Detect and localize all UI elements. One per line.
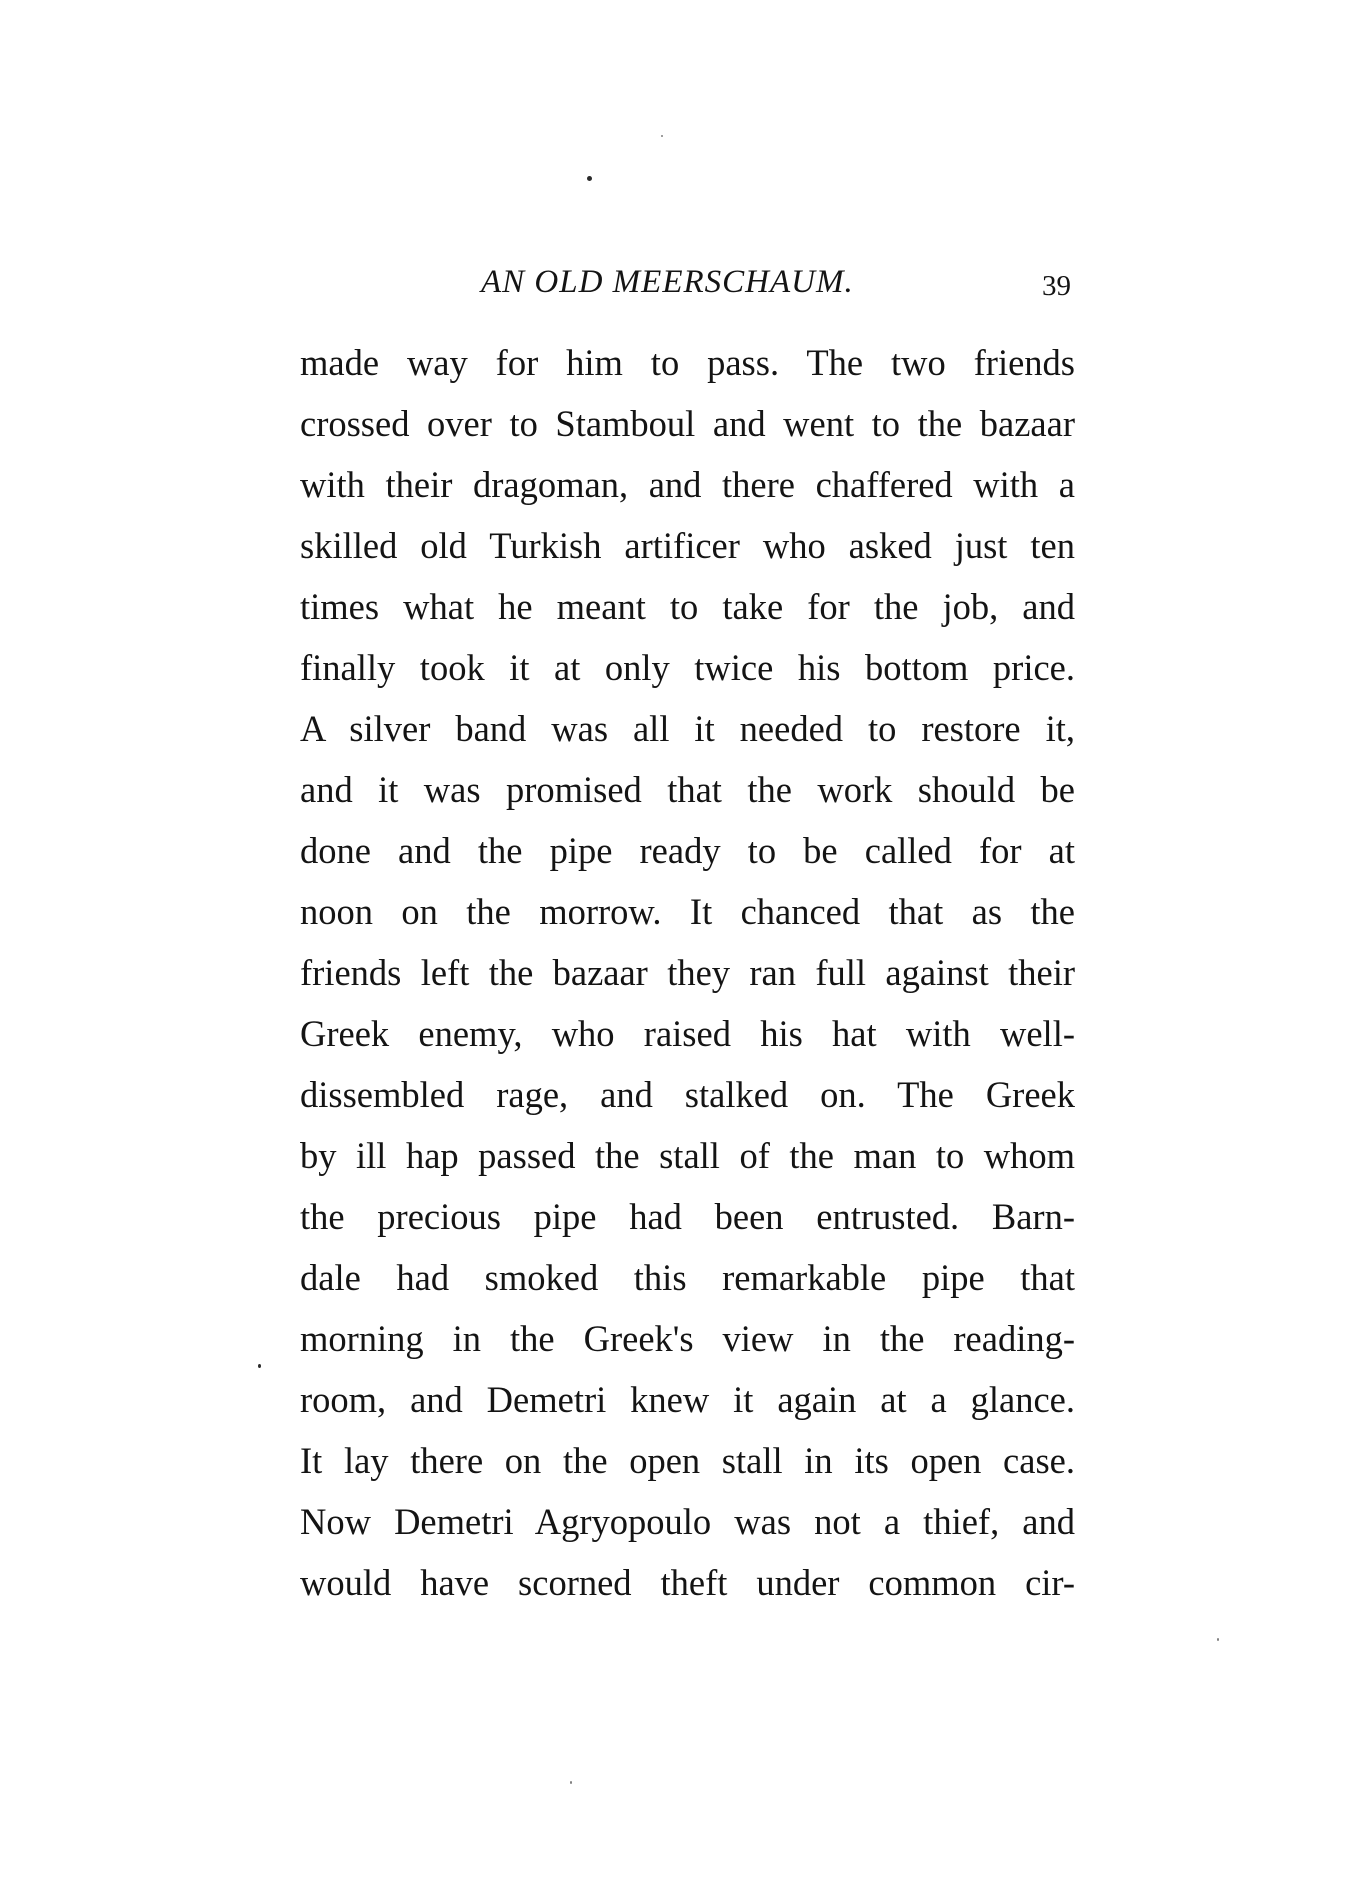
text-line: skilled old Turkish artificer who asked just ten <box>300 525 1075 566</box>
text-line: It lay there on the open stall in its open case. <box>300 1440 1075 1481</box>
text-line: friends left the bazaar they ran full against their <box>300 952 1075 993</box>
text-line: crossed over to Stamboul and went to the bazaar <box>300 403 1075 444</box>
page-number: 39 <box>1042 270 1071 302</box>
scan-speck <box>258 1364 261 1368</box>
text-line: would have scorned theft under common cir- <box>300 1562 1075 1603</box>
scan-speck <box>587 176 592 181</box>
text-line: made way for him to pass. The two friends <box>300 342 1075 383</box>
text-line: dissembled rage, and stalked on. The Greek <box>300 1074 1075 1115</box>
text-line: by ill hap passed the stall of the man to whom <box>300 1135 1075 1176</box>
text-line: dale had smoked this remarkable pipe that <box>300 1257 1075 1298</box>
text-line: with their dragoman, and there chaffered with a <box>300 464 1075 505</box>
scan-speck <box>661 135 663 137</box>
text-line: the precious pipe had been entrusted. Barn- <box>300 1196 1075 1237</box>
page-header <box>300 262 1075 312</box>
text-line: done and the pipe ready to be called for at <box>300 830 1075 871</box>
text-line: and it was promised that the work should be <box>300 769 1075 810</box>
text-line: noon on the morrow. It chanced that as the <box>300 891 1075 932</box>
text-line: room, and Demetri knew it again at a glance. <box>300 1379 1075 1420</box>
text-line: Greek enemy, who raised his hat with well- <box>300 1013 1075 1054</box>
text-line: Now Demetri Agryopoulo was not a thief, and <box>300 1501 1075 1542</box>
text-line: times what he meant to take for the job, and <box>300 586 1075 627</box>
text-line: morning in the Greek's view in the reading- <box>300 1318 1075 1359</box>
text-line: A silver band was all it needed to restore it, <box>300 708 1075 749</box>
text-line: finally took it at only twice his bottom price. <box>300 647 1075 688</box>
scan-speck <box>570 1781 572 1784</box>
body-text <box>300 332 1075 1613</box>
running-title: AN OLD MEERSCHAUM. <box>481 264 854 300</box>
scan-speck <box>1217 1638 1219 1641</box>
